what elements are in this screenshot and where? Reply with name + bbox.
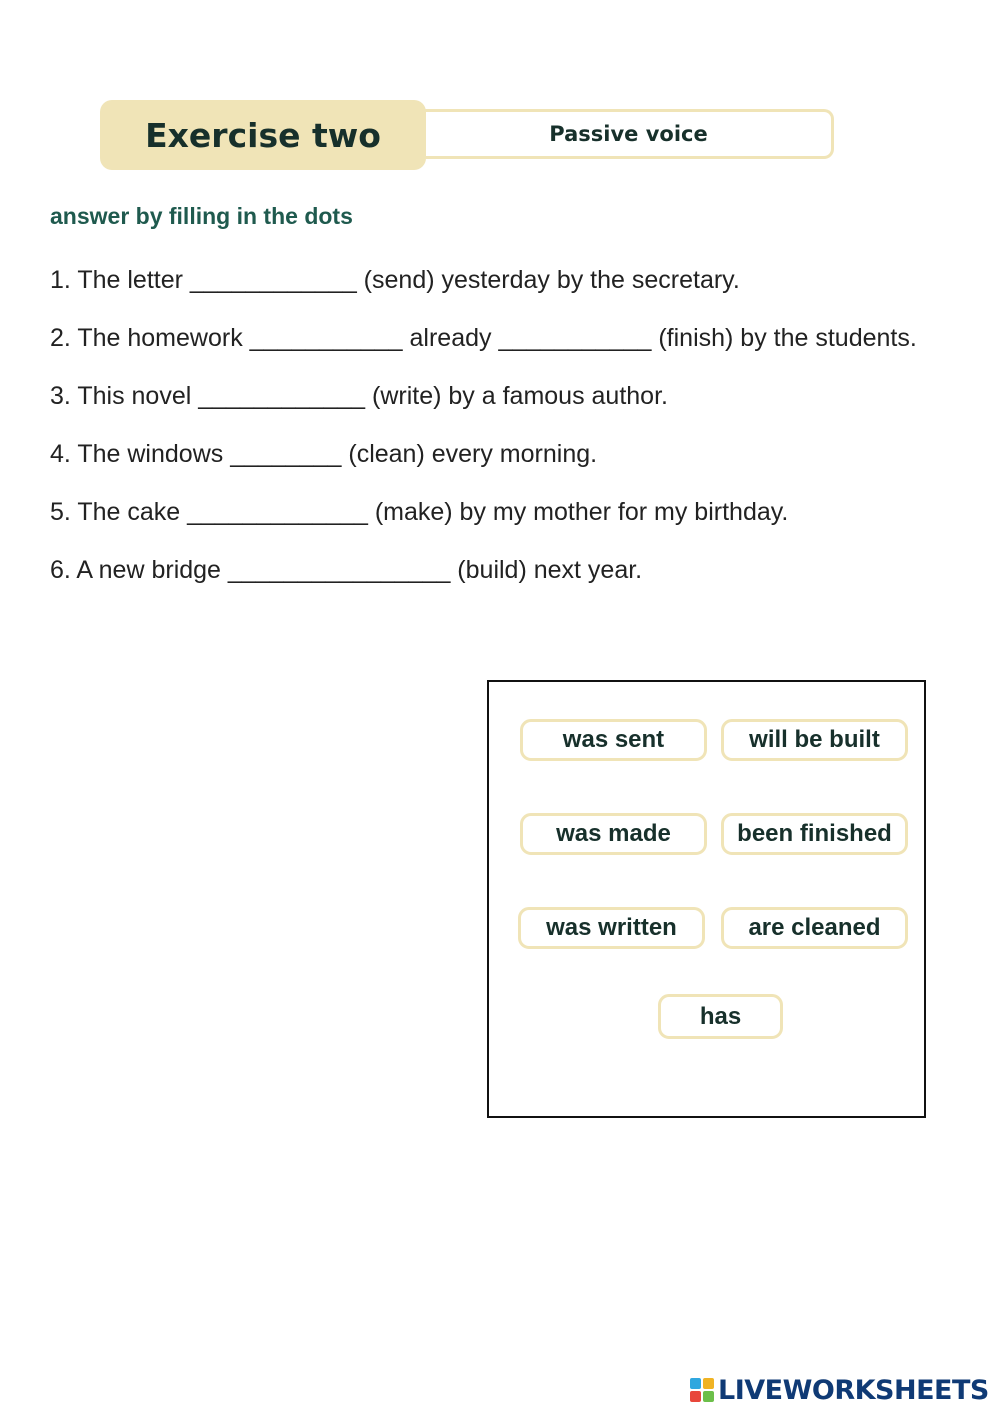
answer-chip-will-be-built[interactable]: will be built bbox=[721, 719, 908, 761]
liveworksheets-logo-icon bbox=[690, 1378, 714, 1402]
answer-chip-are-cleaned[interactable]: are cleaned bbox=[721, 907, 908, 949]
liveworksheets-wordmark: LIVEWORKSHEETS bbox=[718, 1374, 989, 1406]
question-3: 3. This novel ____________ (write) by a famous author. bbox=[50, 382, 668, 410]
exercise-topic: Passive voice bbox=[418, 109, 834, 159]
exercise-title: Exercise two bbox=[100, 100, 426, 170]
exercise-header bbox=[100, 100, 836, 170]
answer-chip-been-finished[interactable]: been finished bbox=[721, 813, 908, 855]
answer-chip-was-written[interactable]: was written bbox=[518, 907, 705, 949]
instruction-text: answer by filling in the dots bbox=[50, 203, 353, 229]
word-bank bbox=[487, 680, 926, 1118]
question-6: 6. A new bridge ________________ (build) next year. bbox=[50, 556, 643, 584]
liveworksheets-logo bbox=[690, 1375, 989, 1405]
question-list bbox=[50, 266, 950, 585]
question-2: 2. The homework ___________ already ___________ (finish) by the students. bbox=[50, 324, 917, 352]
answer-chip-has[interactable]: has bbox=[658, 994, 783, 1039]
question-1: 1. The letter ____________ (send) yesterday by the secretary. bbox=[50, 266, 740, 294]
answer-chip-was-made[interactable]: was made bbox=[520, 813, 707, 855]
answer-chip-was-sent[interactable]: was sent bbox=[520, 719, 707, 761]
question-5: 5. The cake _____________ (make) by my mother for my birthday. bbox=[50, 498, 789, 526]
question-4: 4. The windows ________ (clean) every morning. bbox=[50, 440, 598, 468]
